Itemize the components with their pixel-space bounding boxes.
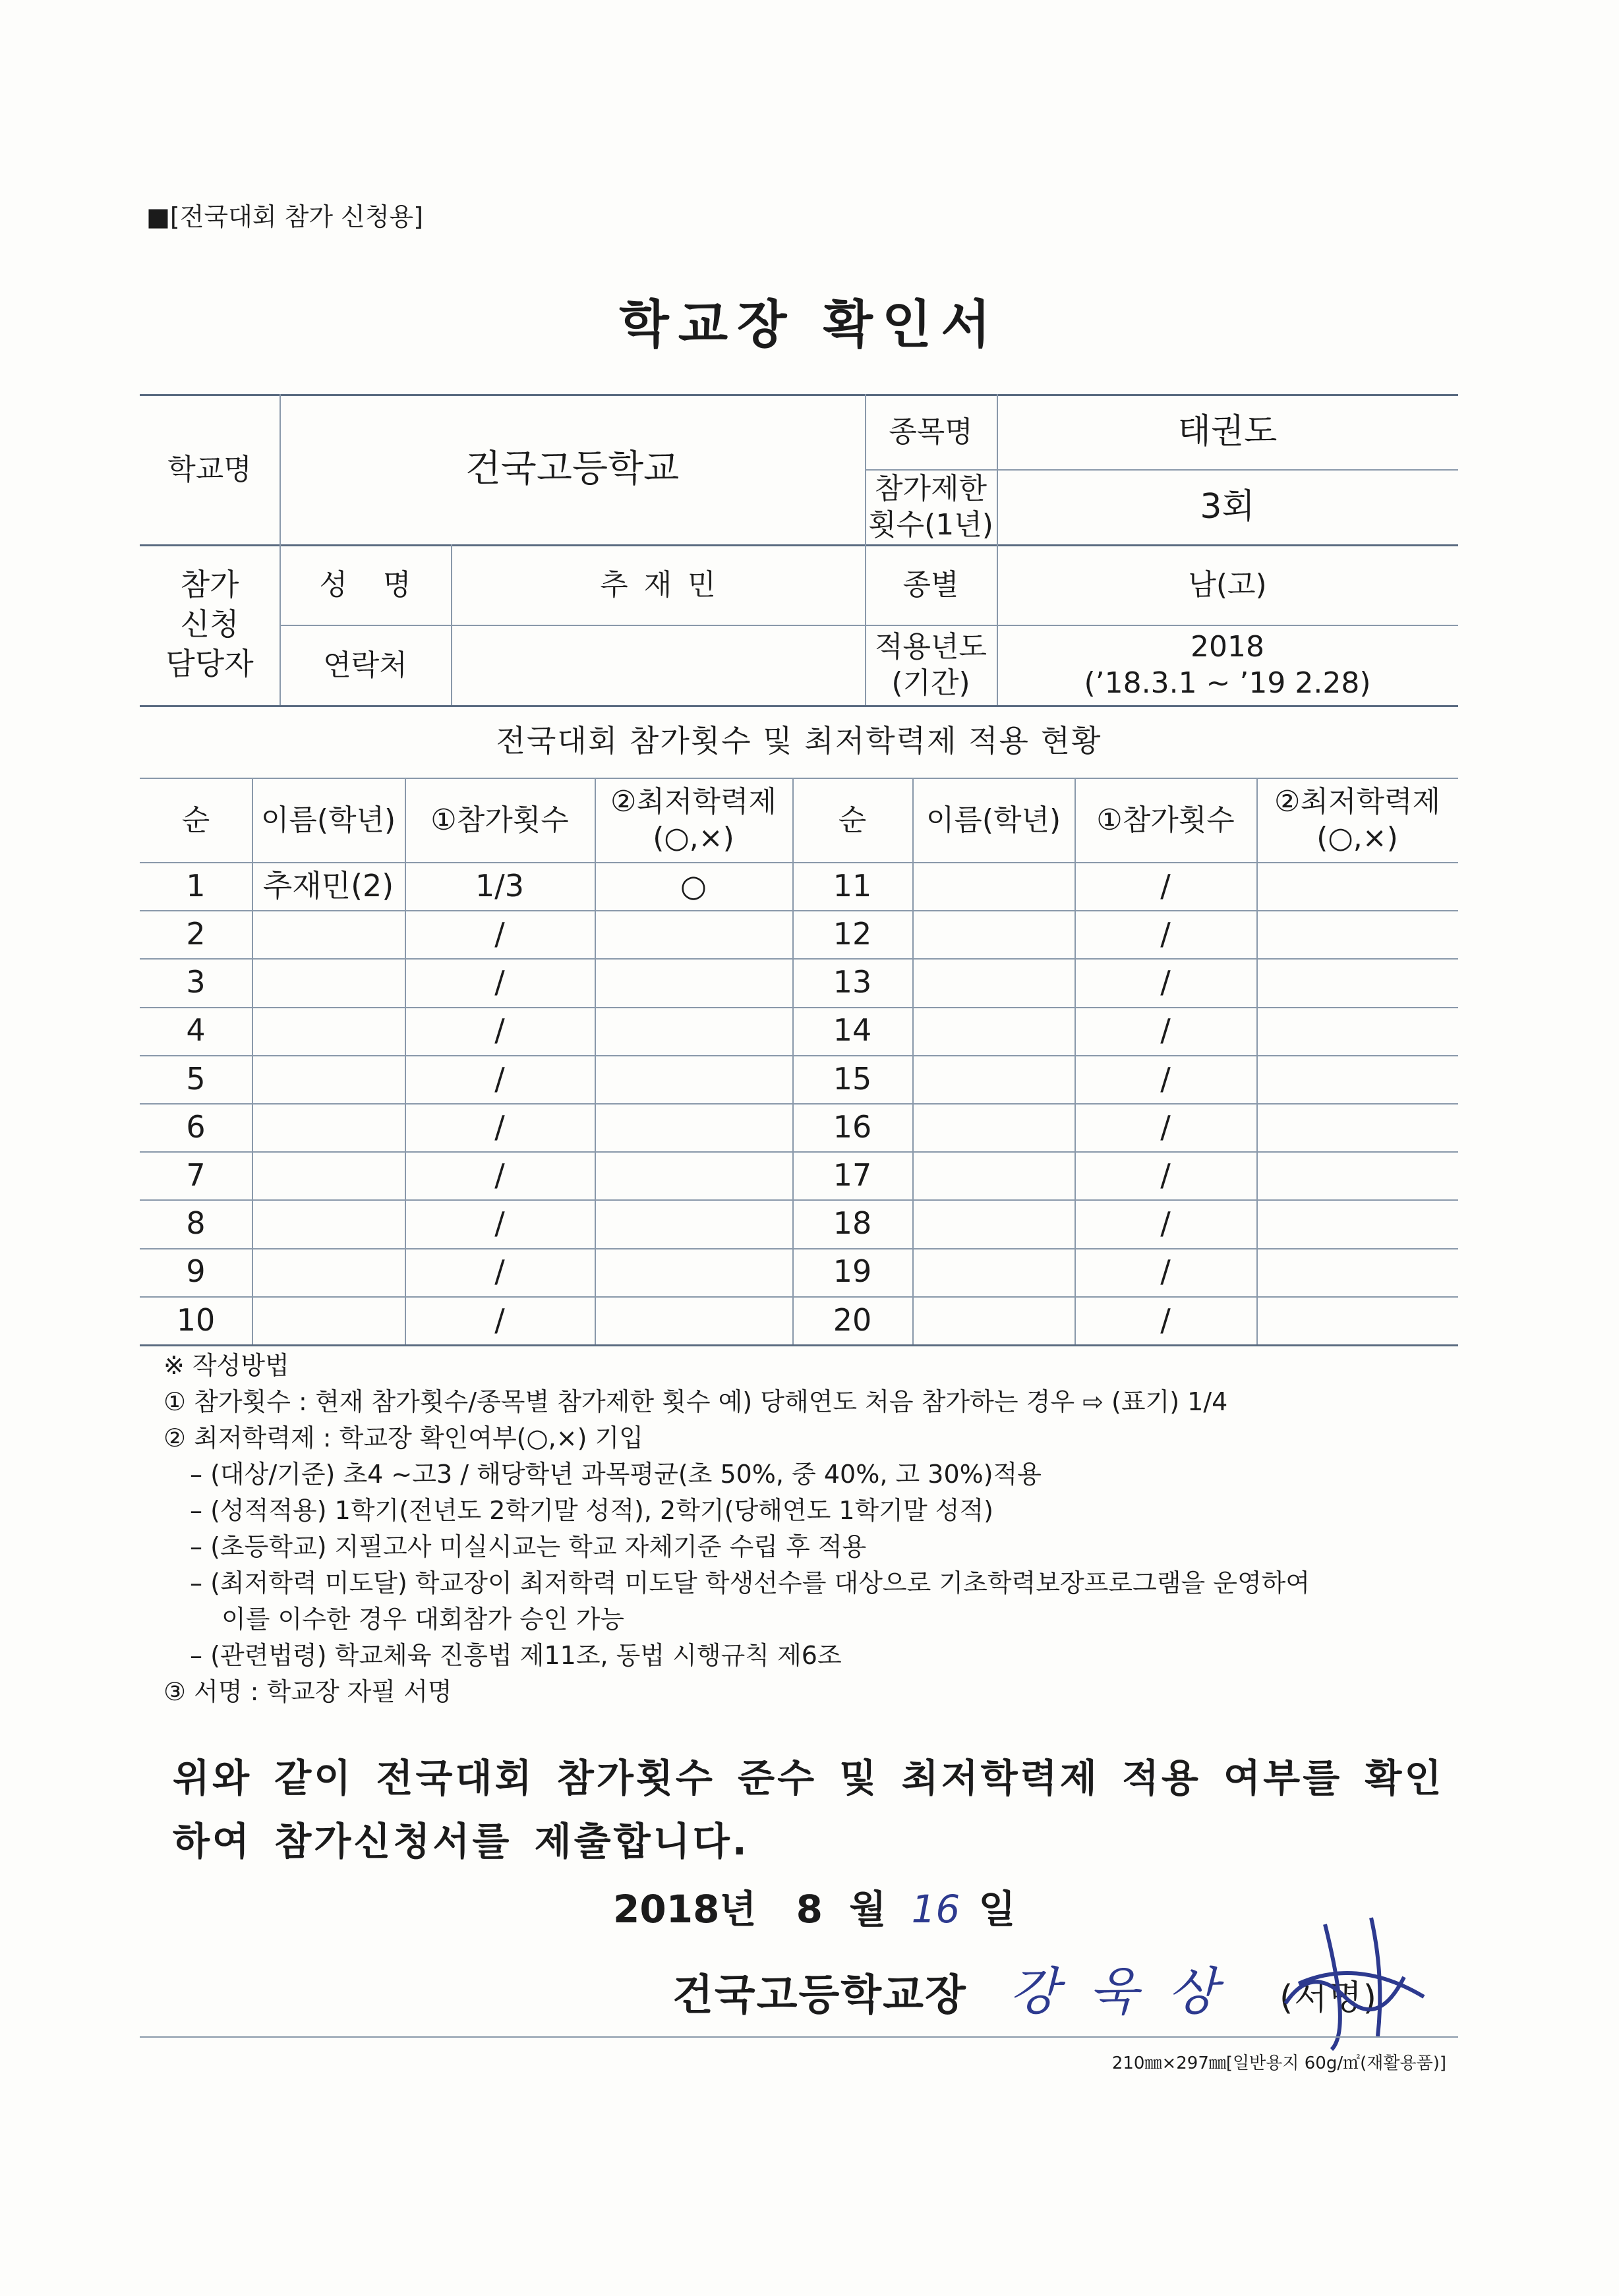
- row-min-academic: [595, 1296, 792, 1344]
- row-number: 10: [176, 1302, 216, 1338]
- row-count: /: [1160, 1205, 1171, 1242]
- row-number: 6: [186, 1108, 206, 1145]
- col-header-count: ①참가횟수: [1096, 803, 1235, 837]
- date-day-num: 16: [911, 1887, 960, 1932]
- row-number: 7: [186, 1157, 206, 1193]
- seal-scribble: [1272, 1898, 1444, 2056]
- col-header-min: [595, 778, 792, 862]
- applicant-label-line2: 신청: [180, 606, 239, 643]
- instructions: [163, 1348, 1310, 1710]
- row-count: /: [494, 1253, 505, 1290]
- row-number: 12: [833, 916, 872, 952]
- row-name: [912, 958, 1074, 1006]
- row-count: /: [494, 1157, 505, 1193]
- limit-label-line1: 참가제한: [874, 472, 987, 505]
- row-name: [912, 1007, 1074, 1055]
- col-header-name: 이름(학년): [926, 803, 1061, 837]
- row-number: 20: [833, 1302, 872, 1338]
- row-count: /: [494, 1302, 505, 1338]
- row-count: /: [1160, 1157, 1171, 1193]
- instruction-line: 이를 이수한 경우 대회참가 승인 가능: [221, 1605, 625, 1634]
- row-name: [252, 958, 405, 1006]
- instruction-line: – (관련법령) 학교체육 진흥법 제11조, 동법 시행규칙 제6조: [190, 1641, 842, 1670]
- col-header-no: 순: [838, 803, 867, 837]
- col-header-min-line2: (○,×): [653, 821, 734, 855]
- year-value-line1: 2018: [1191, 630, 1264, 664]
- row-number: 2: [186, 916, 206, 952]
- instruction-line: – (최저학력 미도달) 학교장이 최저학력 미도달 학생선수를 대상으로 기초학력보장프로그램을 운영하여: [190, 1568, 1310, 1597]
- limit-label-line2: 횟수(1년): [868, 508, 993, 542]
- row-name: [252, 1103, 405, 1151]
- paper-spec: 210㎜×297㎜[일반용지 60g/㎡(재활용품)]: [1111, 2053, 1446, 2073]
- row-min-academic: [1256, 910, 1458, 958]
- date-month: 월: [849, 1887, 887, 1932]
- instruction-line: ① 참가횟수 : 현재 참가횟수/종목별 참가제한 횟수 예) 당해연도 처음 참가하는 경우 ⇨ (표기) 1/4: [163, 1387, 1228, 1416]
- row-count: /: [494, 964, 505, 1000]
- seal-label: (서명): [1279, 1978, 1378, 2018]
- row-min-academic: [1256, 862, 1458, 910]
- row-number: 18: [833, 1205, 872, 1242]
- col-header-count: ①참가횟수: [430, 803, 569, 837]
- row-number: 15: [833, 1060, 872, 1097]
- col-header-no: 순: [181, 803, 210, 837]
- limit-label: [865, 469, 997, 544]
- row-name: [912, 862, 1074, 910]
- row-name: [252, 910, 405, 958]
- row-name: [912, 1103, 1074, 1151]
- row-name: [252, 1248, 405, 1296]
- status-table-title: 전국대회 참가횟수 및 최저학력제 적용 현황: [496, 723, 1102, 759]
- row-count: /: [494, 916, 505, 952]
- instruction-line: – (성적적용) 1학기(전년도 2학기말 성적), 2학기(당해연도 1학기말 성적): [190, 1496, 993, 1525]
- row-count: /: [494, 1060, 505, 1097]
- row-number: 8: [186, 1205, 206, 1242]
- statement-line2: 하여 참가신청서를 제출합니다.: [173, 1819, 750, 1864]
- row-count: /: [1160, 1108, 1171, 1145]
- row-number: 1: [186, 867, 206, 904]
- row-count: /: [1160, 1253, 1171, 1290]
- row-min-academic: [1256, 1103, 1458, 1151]
- row-min-academic: [595, 1055, 792, 1103]
- row-count: 1/3: [475, 867, 525, 904]
- name-label: 성 명: [319, 567, 411, 602]
- col-header-min-line2: (○,×): [1316, 821, 1398, 855]
- school-name: 건국고등학교: [465, 447, 680, 490]
- row-min-academic: [1256, 1296, 1458, 1344]
- divider: [140, 2036, 1458, 2038]
- row-name: [252, 1151, 405, 1199]
- row-min-academic: [595, 1248, 792, 1296]
- row-min-academic: [1256, 1007, 1458, 1055]
- date-month-num: 8: [796, 1887, 823, 1932]
- instruction-line: – (초등학교) 지필고사 미실시교는 학교 자체기준 수립 후 적용: [190, 1532, 867, 1561]
- row-name: [252, 1199, 405, 1248]
- event-label: 종목명: [889, 415, 973, 449]
- instruction-line: – (대상/기준) 초4 ~고3 / 해당학년 과목평균(초 50%, 중 40%, 고 30%)적용: [190, 1460, 1042, 1489]
- divider: [140, 1344, 1458, 1346]
- row-number: 4: [186, 1012, 206, 1048]
- applicant-label-line3: 담당자: [165, 645, 254, 681]
- year-value-line2: (’18.3.1 ~ ’19 2.28): [1084, 666, 1371, 700]
- row-number: 13: [833, 964, 872, 1000]
- school-label: 학교명: [167, 452, 252, 486]
- row-min-academic: ○: [680, 867, 707, 904]
- row-name: [252, 1007, 405, 1055]
- category-value: 남(고): [1188, 567, 1267, 602]
- date-day: 일: [978, 1887, 1016, 1932]
- signing-date: [613, 1878, 1016, 1934]
- row-min-academic: [1256, 1248, 1458, 1296]
- row-count: /: [1160, 1012, 1171, 1048]
- instruction-line: ③ 서명 : 학교장 자필 서명: [163, 1677, 452, 1706]
- row-min-academic: [595, 958, 792, 1006]
- applicant-label-line1: 참가: [180, 567, 239, 603]
- contact-value: [451, 625, 865, 705]
- row-count: /: [494, 1205, 505, 1242]
- row-min-academic: [1256, 958, 1458, 1006]
- year-label-line1: 적용년도: [874, 630, 987, 664]
- row-number: 3: [186, 964, 206, 1000]
- row-name: 추재민(2): [262, 867, 394, 904]
- row-name: [912, 1248, 1074, 1296]
- handwritten-signature: 강 욱 상: [1009, 1963, 1224, 2022]
- statement-line1: 위와 같이 전국대회 참가횟수 준수 및 최저학력제 적용 여부를 확인: [173, 1756, 1444, 1800]
- limit-value: 3회: [1200, 486, 1255, 527]
- row-min-academic: [595, 1007, 792, 1055]
- year-value: [997, 625, 1458, 705]
- event-value: 태권도: [1177, 411, 1278, 451]
- confirmation-statement: [173, 1746, 1444, 1873]
- row-name: [912, 910, 1074, 958]
- date-year: 2018년: [613, 1887, 757, 1932]
- page-title: 학교장 확인서: [619, 295, 1000, 355]
- applicant-label: [140, 544, 280, 705]
- row-count: /: [1160, 964, 1171, 1000]
- row-number: 17: [833, 1157, 872, 1193]
- row-min-academic: [595, 1103, 792, 1151]
- form-type-tag: ■[전국대회 참가 신청용]: [146, 202, 424, 231]
- row-number: 11: [833, 867, 872, 904]
- category-label: 종별: [902, 567, 959, 602]
- instruction-line: ② 최저학력제 : 학교장 확인여부(○,×) 기입: [163, 1423, 643, 1452]
- row-number: 16: [833, 1108, 872, 1145]
- row-count: /: [494, 1012, 505, 1048]
- year-label: [865, 625, 997, 705]
- principal-title: 건국고등학교장: [672, 1971, 967, 2020]
- row-count: /: [1160, 1302, 1171, 1338]
- row-number: 14: [833, 1012, 872, 1048]
- row-count: /: [1160, 867, 1171, 904]
- row-name: [912, 1055, 1074, 1103]
- row-min-academic: [595, 1199, 792, 1248]
- row-min-academic: [595, 1151, 792, 1199]
- contact-label: 연락처: [323, 648, 407, 682]
- row-number: 5: [186, 1060, 206, 1097]
- col-header-min-line1: ②최저학력제: [610, 785, 777, 818]
- row-name: [912, 1151, 1074, 1199]
- row-number: 19: [833, 1253, 872, 1290]
- col-header-name: 이름(학년): [260, 803, 396, 837]
- row-name: [252, 1296, 405, 1344]
- col-header-min: [1256, 778, 1458, 862]
- name-value: 추 재 민: [600, 567, 716, 602]
- row-min-academic: [1256, 1151, 1458, 1199]
- row-name: [912, 1199, 1074, 1248]
- instructions-heading: ※ 작성방법: [163, 1351, 289, 1380]
- row-min-academic: [1256, 1199, 1458, 1248]
- row-min-academic: [595, 910, 792, 958]
- row-name: [252, 1055, 405, 1103]
- row-count: /: [1160, 916, 1171, 952]
- year-label-line2: (기간): [891, 666, 970, 700]
- row-number: 9: [186, 1253, 206, 1290]
- row-count: /: [494, 1108, 505, 1145]
- row-name: [912, 1296, 1074, 1344]
- row-count: /: [1160, 1060, 1171, 1097]
- row-min-academic: [1256, 1055, 1458, 1103]
- col-header-min-line1: ②최저학력제: [1274, 785, 1440, 818]
